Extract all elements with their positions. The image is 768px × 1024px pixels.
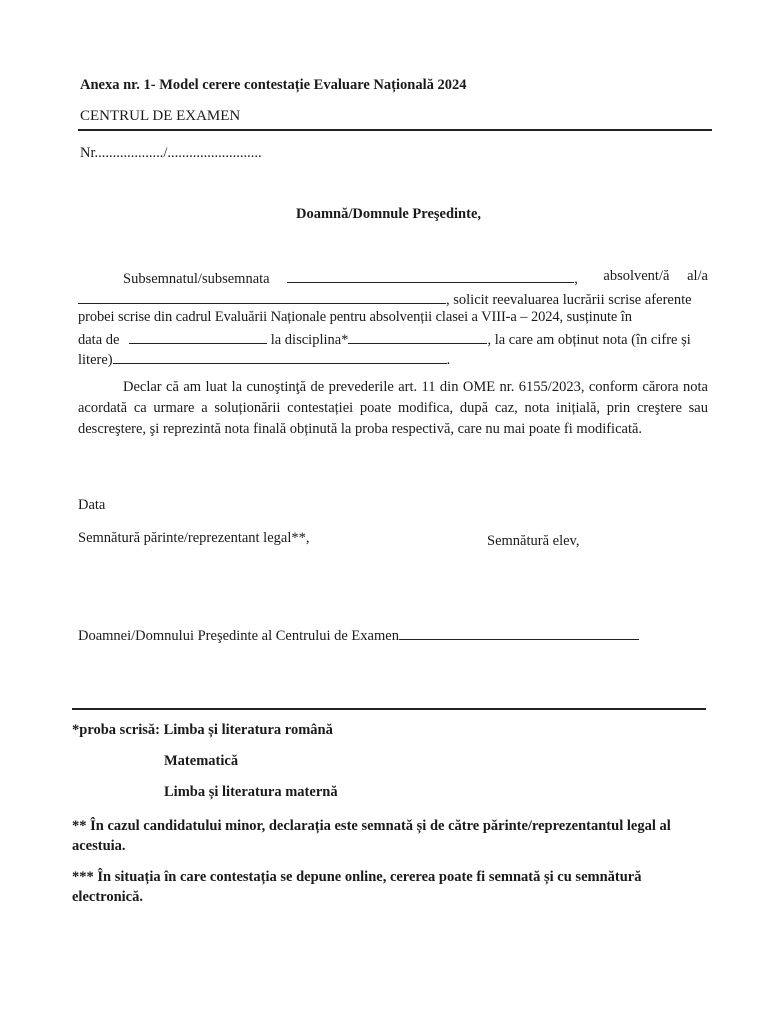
request-line-4 (78, 329, 708, 349)
addressee-blank (399, 625, 639, 640)
student-signature-label: Semnătură elev, (487, 533, 580, 549)
grade-label: , la care am obținut nota (în cifre și (487, 332, 691, 348)
header-divider (78, 129, 712, 131)
footnote-written-test: *proba scrisă: Limba și literatura română (72, 722, 333, 738)
footnote-minor-candidate: ** În cazul candidatului minor, declarația este semnată și de către părinte/reprezentantul legal al acestuia. (72, 818, 671, 854)
school-blank (78, 289, 446, 304)
date-label: data de (78, 332, 120, 348)
request-line-1 (78, 268, 708, 288)
salutation: Doamnă/Domnule Preşedinte, (296, 206, 482, 222)
request-text-2: , solicit reevaluarea lucrării scrise aferente (446, 292, 692, 308)
request-text-3: probei scrise din cadrul Evaluării Naționale pentru absolvenții clasei a VIII-a – 2024, susținute în (78, 309, 632, 325)
registration-number: Nr.................../.......................... (80, 145, 262, 161)
request-line-3 (78, 309, 708, 326)
addressee-line (78, 625, 639, 645)
parent-signature-label: Semnătură părinte/reprezentant legal**, (78, 530, 310, 546)
declaration-paragraph: Declar că am luat la cunoştinţă de prevederile art. 11 din OME nr. 6155/2023, conform cărora nota acordată ca urmare a soluționării contestației poate modifica, după caz, nota inițială, prin creştere sau descreştere, şi reprezintă nota finală obținută la proba respectivă, care nu mai poate fi modificată. (78, 379, 708, 437)
grade-letters-blank (113, 349, 447, 364)
addressee-text: Doamnei/Domnului Preşedinte al Centrului de Examen (78, 628, 399, 644)
comma: , (574, 271, 578, 287)
date-blank (129, 329, 267, 344)
discipline-blank (348, 329, 487, 344)
document-title: Anexa nr. 1- Model cerere contestație Evaluare Națională 2024 (80, 77, 467, 93)
name-blank (287, 268, 574, 283)
footnote-math: Matematică (164, 753, 239, 769)
request-line-2 (78, 289, 708, 309)
request-line-5 (78, 349, 708, 369)
date-field-label: Data (78, 497, 106, 513)
footnote-online-submission: *** În situația în care contestația se depune online, cererea poate fi semnată și cu semnătură electronică. (72, 869, 642, 905)
discipline-label: la disciplina* (270, 332, 349, 348)
graduate-label: absolvent/ă (603, 268, 670, 284)
period: . (446, 352, 451, 368)
exam-center-label: CENTRUL DE EXAMEN (80, 108, 241, 124)
letters-label: litere) (78, 352, 113, 368)
name-label: Subsemnatul/subsemnata (123, 271, 270, 287)
footer-divider (72, 708, 706, 710)
footnote-mother-tongue: Limba și literatura maternă (164, 784, 338, 800)
gender-label: al/a (687, 268, 708, 284)
